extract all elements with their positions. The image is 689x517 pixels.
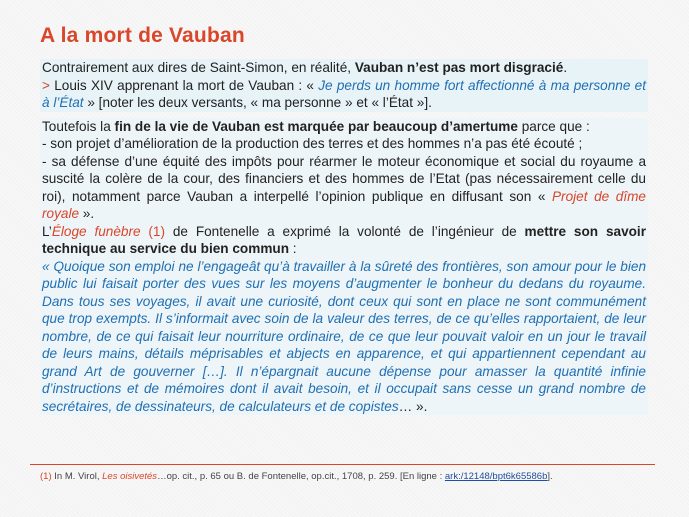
bold-disgrace: Vauban n’est pas mort disgracié bbox=[354, 60, 564, 75]
footer-divider bbox=[30, 464, 655, 465]
quote-louis-xiv: Je perds un homme fort affectionné à ma personne et à l’État bbox=[42, 77, 646, 110]
fontenelle-quote: « Quoique son emploi ne l’engageât qu’à travailler à la sûreté des frontières, son amour pour le bien public lui faisait porter des vues sur les moyens d’augmenter le bonheur du dedans du royaume. Dans tous ses voyages, il avait une curiosité, dont ceux qui sont en place ne sont communément que trop exempts. Il s’informait avec soin de la valeur des terres, de ce qu’elles rapportaient, de leur nombre, de ce qui faisait leur nourriture ordinaire, de ce que leur pouvait valoir en un jour le travail de leurs mains, détails méprisables et abjects en apparence, et qui appartiennent cependant au grand Art de gouverner […]. Il n’épargnait aucune dépense pour amasser la quantité infinie d’instructions et de mémoires dont il avait besoin, et il occupait sans cesse un grand nombre de secrétaires, de dessinateurs, de calculateurs et de copistes… ». bbox=[42, 258, 647, 414]
slide-title: A la mort de Vauban bbox=[40, 24, 245, 47]
paragraph-eloge: L’Éloge funèbre (1) de Fontenelle a exprimé la volonté de l’ingénieur de mettre son savoir technique au service du bien commun : bbox=[42, 223, 646, 256]
eloge-funebre: Éloge funèbre bbox=[51, 223, 141, 239]
paragraph-louis-xiv: > Louis XIV apprenant la mort de Vauban : « Je perds un homme fort affectionné à ma personne et à l’État » [noter les deux versants, « ma personne » et « l’État »]. bbox=[42, 77, 646, 110]
footnote: (1) In M. Virol, Les oisivetés…op. cit., p. 65 ou B. de Fontenelle, op.cit., 1708, p. 259. [En ligne : ark:/12148/bpt6k65586b]. bbox=[40, 471, 553, 482]
paragraph-amertume: Toutefois la fin de la vie de Vauban est marquée par beaucoup d’amertume parce que : bbox=[42, 118, 590, 134]
arrow-icon: > bbox=[42, 77, 50, 93]
main-box bbox=[40, 118, 648, 416]
projet-dime-royale: Projet de dîme royale bbox=[42, 188, 646, 221]
footnote-ref[interactable]: (1) bbox=[140, 223, 166, 239]
bullet-projet: - son projet d’amélioration de la production des terres et des hommes n’a pas été écouté ; bbox=[42, 136, 583, 151]
paragraph-disgrace: Contrairement aux dires de Saint-Simon, en réalité, Vauban n’est pas mort disgracié. bbox=[42, 60, 568, 75]
intro-box bbox=[40, 59, 648, 112]
slide-content bbox=[40, 59, 648, 415]
bullet-impots: - sa défense d’une équité des impôts pour réarmer le moteur économique et social du royaume a suscité la colère de la cour, des financiers et des hommes de l’Etat (pas nécessairement celle du roi), notamment parce Vauban a interpellé l’opinion publique en diffusant son « Projet de dîme royale ». bbox=[42, 153, 646, 221]
ark-link[interactable]: ark:/12148/bpt6k65586b bbox=[444, 471, 548, 482]
